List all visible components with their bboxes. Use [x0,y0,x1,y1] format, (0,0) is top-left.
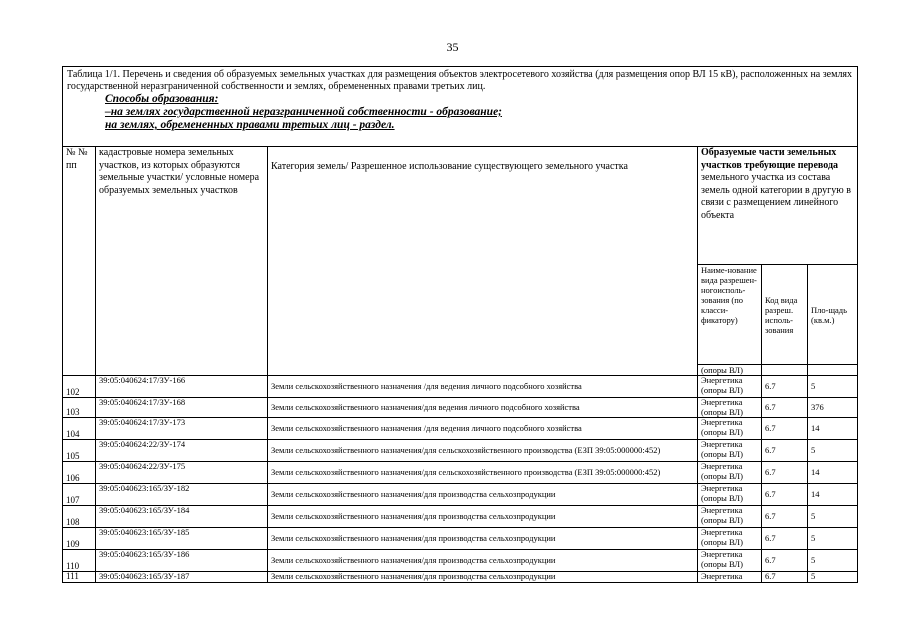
method-line-2: на землях, обремененных правами третьих лиц - раздел. [105,119,395,131]
table-row [63,462,858,484]
row-usage-code: 6.7 [762,528,808,550]
row-usage-code: 6.7 [762,462,808,484]
row-area: 14 [808,484,858,506]
caption-text: Таблица 1/1. Перечень и сведения об образуемых земельных участках для размещения объектов электросетевого хозяйства (для размещения опор ВЛ 15 кВ), расположенных на землях государственной неразграниченной собственности и землях, обремененных правами третьих лиц. [67,69,853,92]
row-usage-name: Энергетика (опоры ВЛ) [698,484,762,506]
table-row [63,550,858,572]
subheader-note: (опоры ВЛ) [698,365,762,376]
row-usage-code: 6.7 [762,550,808,572]
row-area: 5 [808,376,858,398]
row-number: 111 [63,572,96,583]
row-usage-name: Энергетика (опоры ВЛ) [698,550,762,572]
row-category: Земли сельскохозяйственного назначения /для ведения личного подсобного хозяйства [268,376,698,398]
row-number: 106 [63,462,96,484]
row-category: Земли сельскохозяйственного назначения/для производства сельхозпродукции [268,550,698,572]
row-area: 5 [808,440,858,462]
row-usage-code: 6.7 [762,398,808,418]
row-area: 5 [808,550,858,572]
row-usage-code: 6.7 [762,572,808,583]
subheader-area: Пло-щадь (кв.м.) [808,265,858,365]
table-row [63,376,858,398]
row-cadastral-number: 39:05:040624:17/ЗУ-173 [96,418,268,440]
row-cadastral-number: 39:05:040624:17/ЗУ-168 [96,398,268,418]
row-number: 103 [63,398,96,418]
header-cadastral: кадастровые номера земельных участков, из которых образуются земельные участки/ условные номера образуемых земельных участков [96,147,268,376]
header-parts [698,147,858,265]
subheader-usage-name: Наиме-нование вида разрешен-ногоисполь-зования (по класси-фикатору) [698,265,762,365]
row-category: Земли сельскохозяйственного назначения/для производства сельхозпродукции [268,572,698,583]
row-number: 104 [63,418,96,440]
subheader-note-empty [808,365,858,376]
row-usage-code: 6.7 [762,484,808,506]
row-cadastral-number: 39:05:040624:17/ЗУ-166 [96,376,268,398]
header-parts-bold: Образуемые части земельных участков требующие перевода [701,147,839,171]
subheader-note-empty [762,365,808,376]
row-usage-code: 6.7 [762,418,808,440]
row-cadastral-number: 39:05:040623:165/ЗУ-186 [96,550,268,572]
table-row [63,572,858,583]
row-usage-name: Энергетика (опоры ВЛ) [698,528,762,550]
row-cadastral-number: 39:05:040623:165/ЗУ-182 [96,484,268,506]
page-number: 35 [446,40,459,54]
header-category: Категория земель/ Разрешенное использование существующего земельного участка [268,147,698,376]
table-row [63,440,858,462]
row-usage-code: 6.7 [762,506,808,528]
row-usage-name: Энергетика (опоры ВЛ) [698,462,762,484]
row-number: 102 [63,376,96,398]
row-number: 108 [63,506,96,528]
land-plots-table [62,66,858,583]
table-row [63,484,858,506]
row-area: 5 [808,528,858,550]
row-cadastral-number: 39:05:040623:165/ЗУ-185 [96,528,268,550]
row-usage-name: Энергетика (опоры ВЛ) [698,440,762,462]
header-parts-rest: земельного участка из состава земель одной категории в другую в связи с размещением линейного объекта [701,172,851,221]
row-usage-code: 6.7 [762,376,808,398]
row-usage-name: Энергетика [698,572,762,583]
row-number: 109 [63,528,96,550]
row-number: 110 [63,550,96,572]
method-line-1: –на землях государственной неразграниченной собственности - образование; [105,106,503,118]
row-category: Земли сельскохозяйственного назначения/для сельскохозяйственного производства (ЕЗП 39:05:000000:452) [268,462,698,484]
row-category: Земли сельскохозяйственного назначения /для ведения личного подсобного хозяйства [268,418,698,440]
row-number: 107 [63,484,96,506]
row-area: 14 [808,462,858,484]
row-category: Земли сельскохозяйственного назначения/для сельскохозяйственного производства (ЕЗП 39:05:000000:452) [268,440,698,462]
formation-methods [105,93,853,132]
row-cadastral-number: 39:05:040623:165/ЗУ-187 [96,572,268,583]
row-category: Земли сельскохозяйственного назначения/для производства сельхозпродукции [268,528,698,550]
row-usage-name: Энергетика (опоры ВЛ) [698,376,762,398]
row-cadastral-number: 39:05:040623:165/ЗУ-184 [96,506,268,528]
row-area: 376 [808,398,858,418]
subheader-usage-code: Код вида разреш. исполь-зования [762,265,808,365]
header-number: № № пп [63,147,96,376]
row-area: 5 [808,572,858,583]
table-row [63,418,858,440]
table-row [63,506,858,528]
row-area: 5 [808,506,858,528]
row-usage-name: Энергетика (опоры ВЛ) [698,418,762,440]
table-row [63,398,858,418]
row-usage-name: Энергетика (опоры ВЛ) [698,398,762,418]
table-caption [63,67,858,147]
row-number: 105 [63,440,96,462]
row-usage-name: Энергетика (опоры ВЛ) [698,506,762,528]
row-cadastral-number: 39:05:040624:22/ЗУ-174 [96,440,268,462]
row-category: Земли сельскохозяйственного назначения/для ведения личного подсобного хозяйства [268,398,698,418]
row-usage-code: 6.7 [762,440,808,462]
row-category: Земли сельскохозяйственного назначения/для производства сельхозпродукции [268,506,698,528]
row-category: Земли сельскохозяйственного назначения/для производства сельхозпродукции [268,484,698,506]
table-row [63,528,858,550]
row-area: 14 [808,418,858,440]
methods-title: Способы образования: [105,93,219,105]
row-cadastral-number: 39:05:040624:22/ЗУ-175 [96,462,268,484]
